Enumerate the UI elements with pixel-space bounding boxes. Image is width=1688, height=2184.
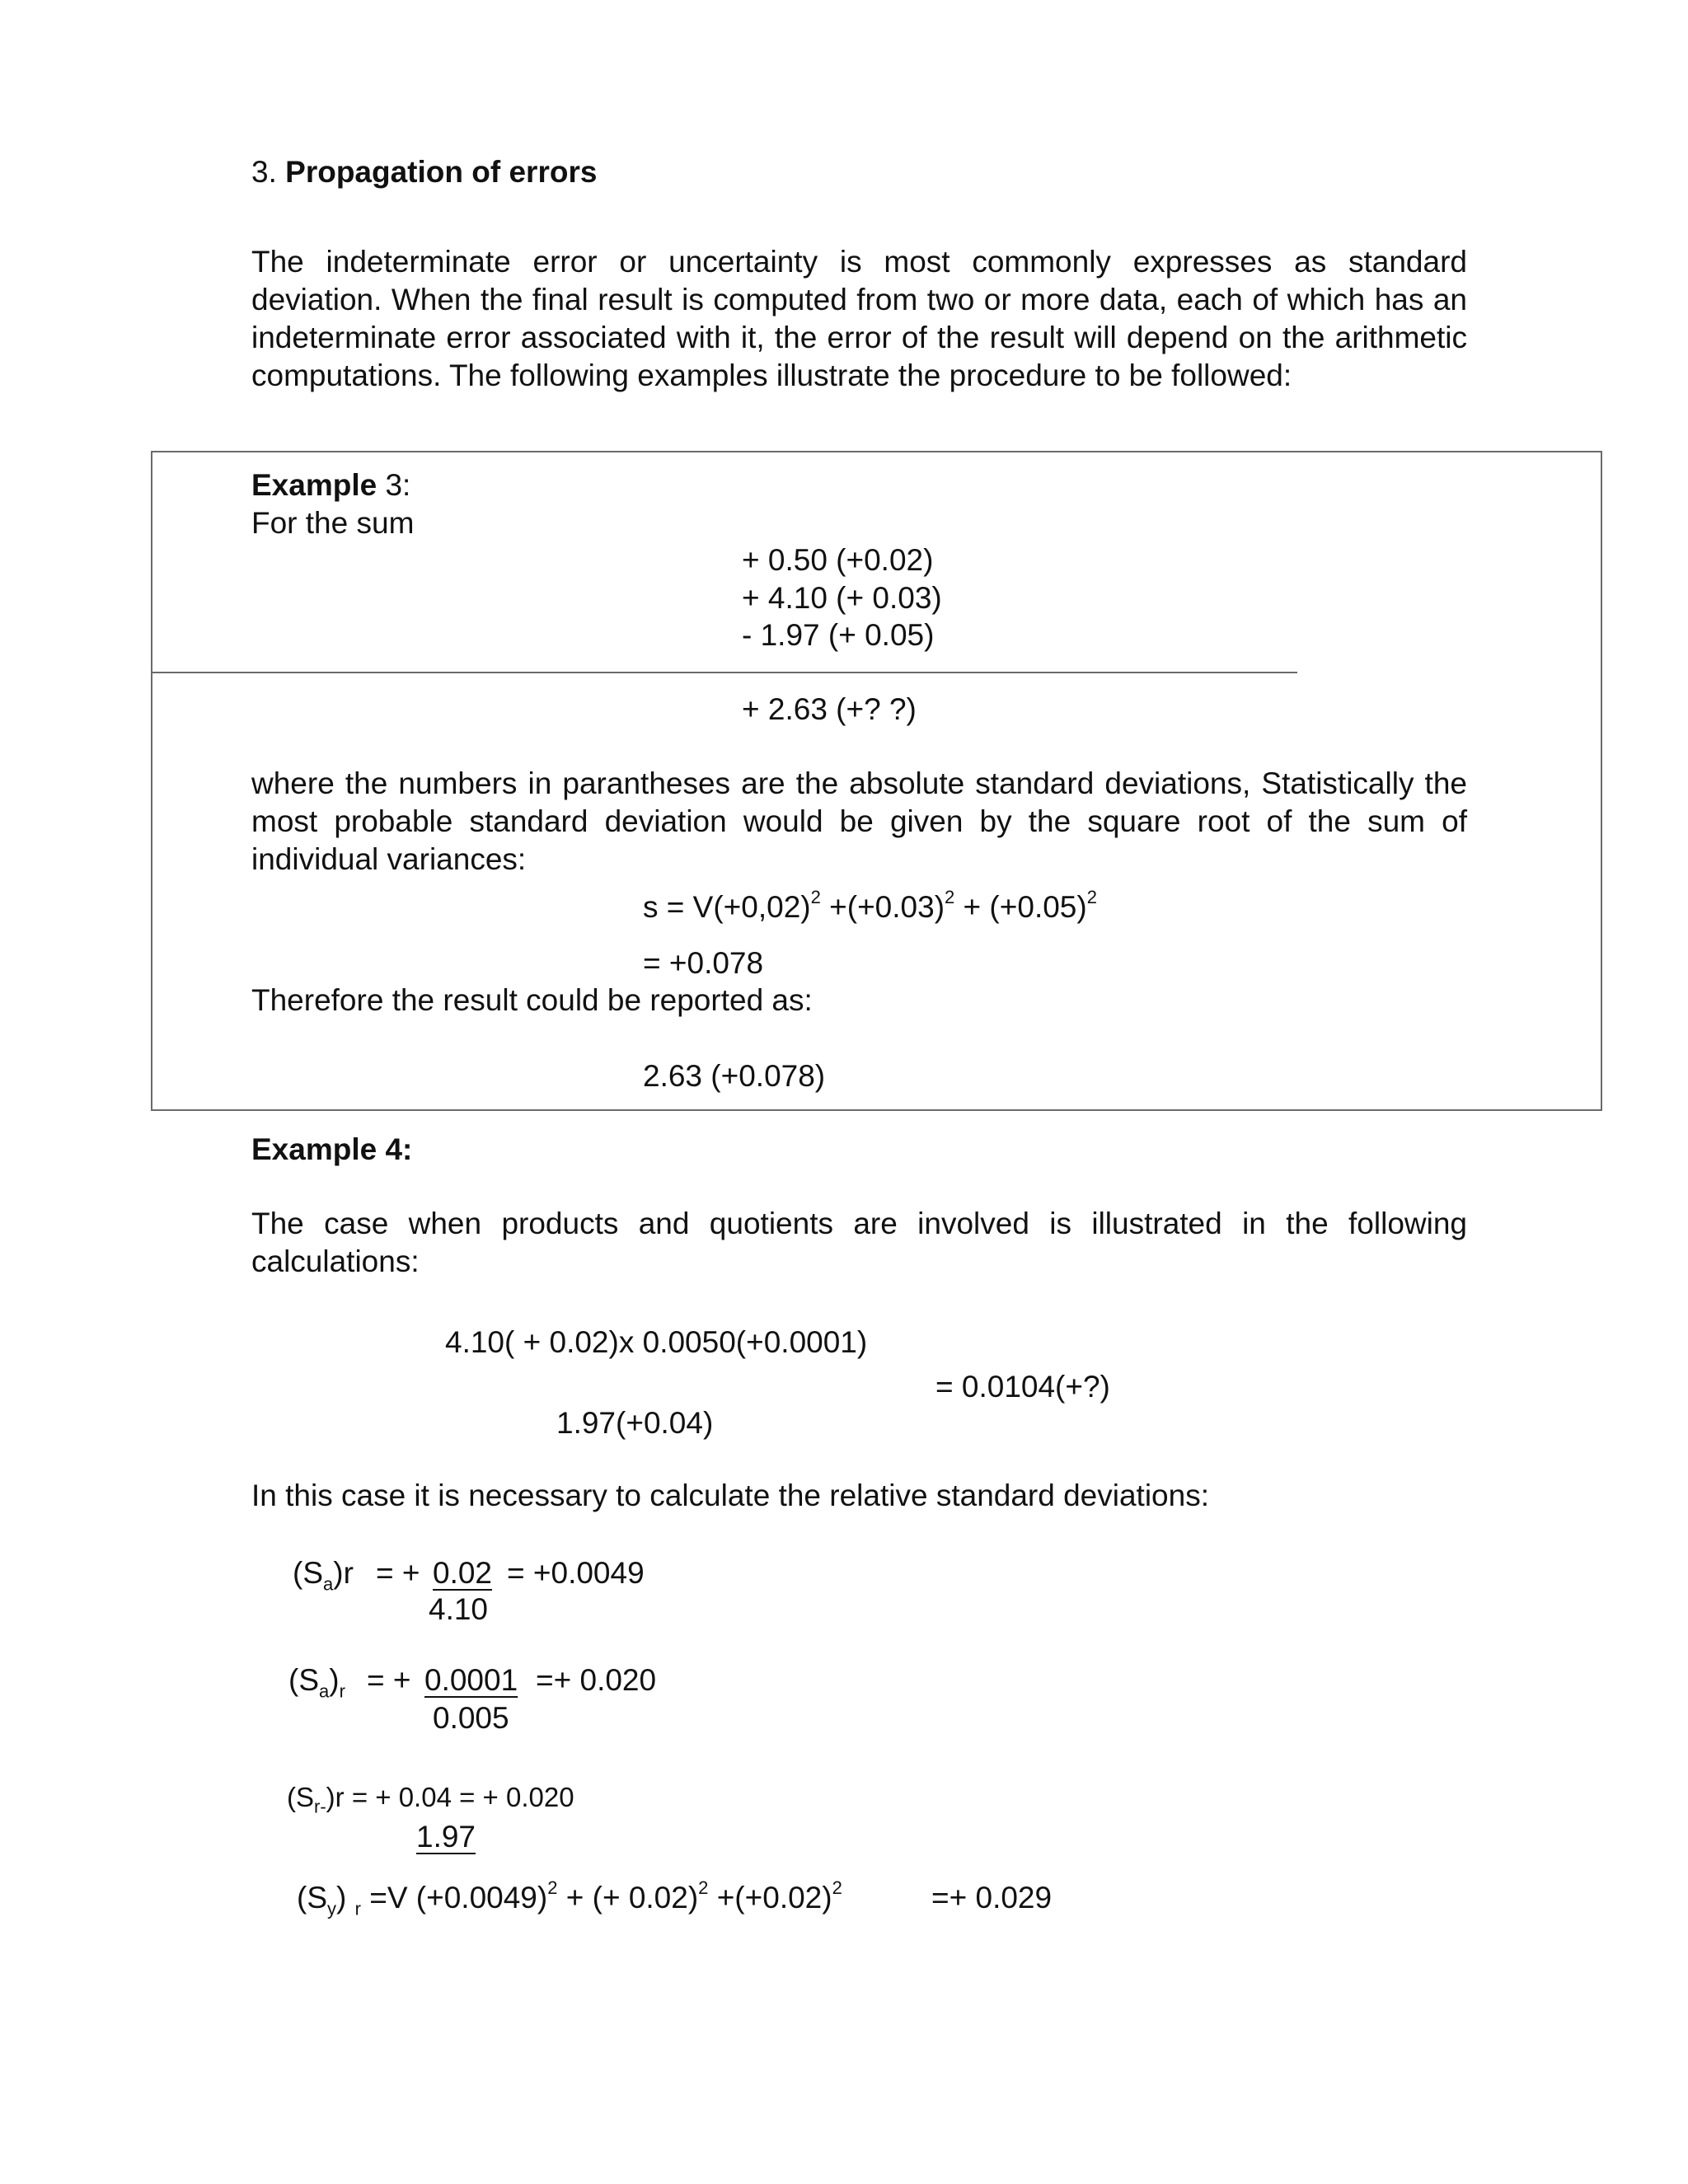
rel2-lhs: $(S_a)_r$	[288, 1663, 345, 1702]
rel1-eq: = +	[376, 1556, 420, 1590]
intro-paragraph: The indeterminate error or uncertainty is most commonly expresses as standard deviation. When the final result is computed from two or more data, each of which has an indeterminate error associated with it, the error of the result will depend on the arithmetic computations. The following examples illustrate the procedure to be followed:	[251, 245, 1467, 392]
quotient-numerator: 4.10( + 0.02)x 0.0050(+0.0001)	[445, 1325, 868, 1359]
formula-term-2: +(+0.03)	[820, 890, 945, 924]
formula-term-1: s = V(+0,02)	[643, 890, 811, 924]
rel3-lhs: $(S_{r-})r$	[287, 1782, 345, 1817]
sum-divider	[151, 672, 1297, 673]
section-number: 3.	[251, 155, 277, 189]
rel-dev-2	[288, 1661, 345, 1702]
sum-total: + 2.63 (+? ?)	[742, 692, 917, 726]
formula-exp-3: 2	[1086, 886, 1097, 907]
rel2-result: =+ 0.020	[536, 1663, 657, 1697]
final-result: =+ 0.029	[931, 1881, 1053, 1915]
sum-term-3: - 1.97 (+ 0.05)	[742, 618, 935, 652]
example3-heading	[251, 466, 410, 504]
rel1-result: = +0.0049	[507, 1556, 645, 1590]
section-heading	[251, 153, 597, 191]
for-the-sum-label: For the sum	[251, 506, 415, 540]
final-lhs: $(S_y)$ $_r$	[297, 1881, 361, 1919]
rel-dev-1	[293, 1554, 354, 1595]
example4-heading: Example 4:	[251, 1132, 413, 1166]
formula-exp-1: 2	[810, 886, 821, 907]
rel1-numerator: 0.02	[433, 1556, 493, 1590]
quotient-denominator: 1.97(+0.04)	[556, 1406, 714, 1440]
rel2-eq: = +	[367, 1663, 411, 1697]
final-formula: $(S_y)$ $_r$ =V $(+0.0049)^2$ + (+ $0.02)^2 +(+0.02)^2$	[297, 1877, 842, 1919]
final-term-3: +(+0.02)	[708, 1881, 832, 1915]
rel3-expr: = + 0.04 = + 0.020	[351, 1782, 574, 1812]
rel-dev-3	[287, 1779, 574, 1816]
formula-value: = +0.078	[643, 946, 764, 980]
final-term-1: =V (+0.0049)	[369, 1881, 548, 1915]
variance-formula	[643, 888, 1097, 926]
section-title: Propagation of errors	[285, 155, 598, 189]
example3-label: Example	[251, 468, 377, 502]
rel2-denominator: 0.005	[433, 1701, 509, 1735]
rel2-numerator: 0.0001	[424, 1663, 518, 1697]
formula-term-3: + (+0.05)	[954, 890, 1087, 924]
rel1-denominator: 4.10	[429, 1592, 489, 1626]
rel1-lhs: $(S_a)r$	[293, 1556, 354, 1595]
relative-intro: In this case it is necessary to calculate the relative standard deviations:	[251, 1479, 1209, 1512]
formula-exp-2: 2	[945, 886, 955, 907]
example4-intro: The case when products and quotients are involved is illustrated in the following calculations:	[251, 1207, 1467, 1278]
quotient-equals: = 0.0104(+?)	[935, 1370, 1110, 1404]
example3-number: 3:	[385, 468, 411, 502]
sum-term-2: + 4.10 (+ 0.03)	[742, 581, 942, 615]
example3-result: 2.63 (+0.078)	[643, 1059, 826, 1093]
final-term-2: + (+ 0.02)	[557, 1881, 699, 1915]
therefore-text: Therefore the result could be reported as:	[251, 983, 813, 1017]
rel3-denominator: 1.97	[416, 1820, 476, 1854]
sum-term-1: + 0.50 (+0.02)	[742, 543, 934, 577]
example3-explanation: where the numbers in parantheses are the absolute standard deviations, Statistically the most probable standard deviation would be given by the square root of the sum of individual variances:	[251, 766, 1467, 876]
